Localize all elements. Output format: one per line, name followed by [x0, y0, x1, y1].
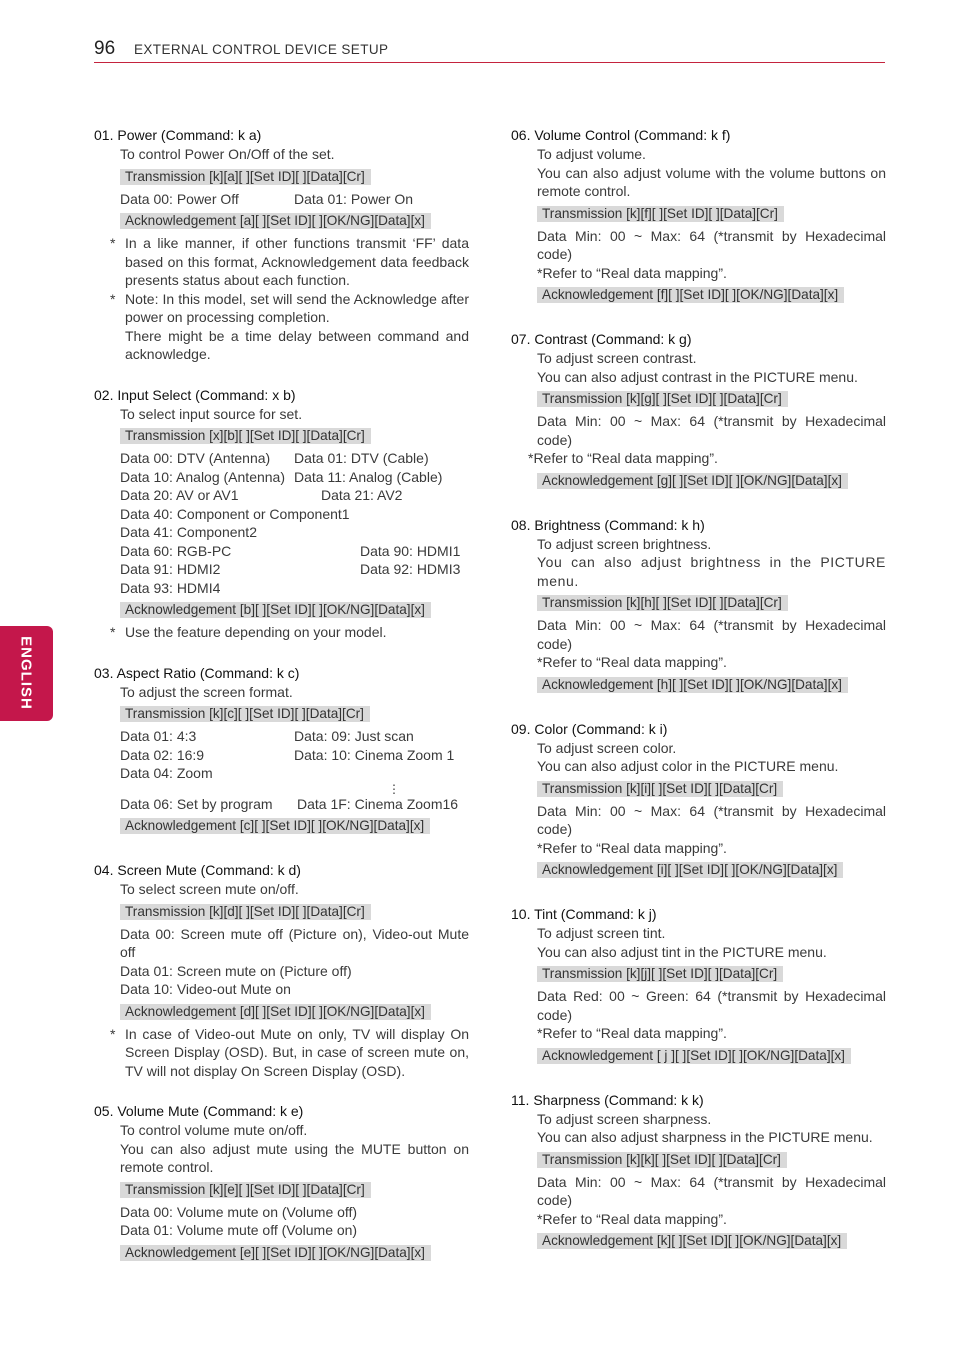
- note-continued: There might be a time delay between command and acknowledge.: [125, 327, 469, 362]
- section-screen-mute: [94, 861, 469, 1080]
- right-column: [511, 126, 886, 1276]
- section-heading: 07. Contrast (Command: k g): [511, 331, 692, 347]
- section-tint: [511, 905, 886, 1069]
- section-desc: To adjust screen tint.: [537, 925, 666, 941]
- transmission-box: Transmission [x][b][ ][Set ID][ ][Data][Cr]: [120, 428, 371, 444]
- section-aspect-ratio: [94, 664, 469, 840]
- section-volume-control: [511, 126, 886, 308]
- acknowledgement-box: Acknowledgement [i][ ][Set ID][ ][OK/NG][Data][x]: [537, 862, 843, 878]
- data-value: Data 92: HDMI3: [360, 561, 461, 577]
- data-value: Data 02: 16:9: [120, 746, 205, 763]
- note: * Use the feature depending on your model.: [110, 624, 387, 640]
- note: * In case of Video-out Mute on only, TV will display On Screen Display (OSD). But, in case of screen mute on, TV will not display On Screen Display (OSD).: [110, 1025, 469, 1079]
- data-value: Data 40: Component or Component1: [120, 505, 350, 522]
- acknowledgement-box: Acknowledgement [b][ ][Set ID][ ][OK/NG][Data][x]: [120, 602, 431, 618]
- data-value: Data 10: Analog (Antenna): [120, 468, 286, 485]
- section-heading: 06. Volume Control (Command: k f): [511, 127, 731, 143]
- left-column: [94, 126, 469, 1288]
- section-volume-mute: [94, 1102, 469, 1266]
- data-value: Data 11: Analog (Cable): [294, 468, 443, 485]
- section-desc: To adjust screen sharpness.: [537, 1110, 712, 1127]
- section-heading: 01. Power (Command: k a): [94, 127, 262, 143]
- page-header: [94, 38, 885, 63]
- side-tab-label: ENGLISH: [17, 636, 35, 710]
- note: * In a like manner, if other functions transmit ‘FF’ data based on this format, Acknowledgement data feedback presents status about each function.: [110, 235, 469, 288]
- transmission-box: Transmission [k][j][ ][Set ID][ ][Data][Cr]: [537, 966, 783, 982]
- data-value: Data 00: Volume mute on (Volume off): [120, 1203, 358, 1220]
- data-value: Data 01: Power On: [294, 190, 414, 207]
- section-desc: To control volume mute on/off.: [120, 1122, 308, 1138]
- data-range: Data Min: 00 ~ Max: 64 (*transmit by Hexadecimal code): [537, 413, 886, 448]
- section-desc: You can also adjust mute using the MUTE button on remote control.: [120, 1140, 469, 1175]
- data-value: Data 01: DTV (Cable): [294, 450, 429, 466]
- section-sharpness: [511, 1091, 886, 1255]
- data-range: Data Min: 00 ~ Max: 64 (*transmit by Hexadecimal code): [537, 227, 886, 262]
- section-desc: You can also adjust sharpness in the PICTURE menu.: [537, 1129, 873, 1145]
- data-range: Data Min: 00 ~ Max: 64 (*transmit by Hexadecimal code): [537, 617, 886, 652]
- acknowledgement-box: Acknowledgement [k][ ][Set ID][ ][OK/NG][Data][x]: [537, 1233, 847, 1249]
- data-range: Data Min: 00 ~ Max: 64 (*transmit by Hexadecimal code): [537, 1173, 886, 1208]
- section-desc: You can also adjust brightness in the PICTURE menu.: [537, 554, 886, 589]
- section-contrast: [511, 330, 886, 494]
- data-value: Data 01: 4:3: [120, 728, 197, 744]
- data-value: Data 90: HDMI1: [360, 542, 461, 559]
- transmission-box: Transmission [k][k][ ][Set ID][ ][Data][Cr]: [537, 1152, 787, 1168]
- section-heading: 04. Screen Mute (Command: k d): [94, 862, 301, 878]
- section-desc: To adjust screen color.: [537, 739, 677, 756]
- data-value: Data 04: Zoom: [120, 765, 213, 781]
- section-heading: 09. Color (Command: k i): [511, 720, 668, 737]
- reference-note: *Refer to “Real data mapping”.: [537, 1025, 727, 1041]
- transmission-box: Transmission [k][e][ ][Set ID][ ][Data][Cr]: [120, 1182, 371, 1198]
- reference-note: *Refer to “Real data mapping”.: [528, 450, 718, 466]
- section-brightness: [511, 516, 886, 698]
- data-value: Data 01: Volume mute off (Volume on): [120, 1222, 358, 1238]
- section-power: [94, 126, 469, 364]
- section-desc: You can also adjust volume with the volume buttons on remote control.: [537, 164, 886, 199]
- section-heading: 02. Input Select (Command: x b): [94, 386, 296, 403]
- acknowledgement-box: Acknowledgement [g][ ][Set ID][ ][OK/NG][Data][x]: [537, 473, 848, 489]
- reference-note: *Refer to “Real data mapping”.: [537, 264, 727, 281]
- transmission-box: Transmission [k][c][ ][Set ID][ ][Data][Cr]: [120, 706, 370, 722]
- section-desc: To adjust screen contrast.: [537, 350, 697, 366]
- data-range: Data Red: 00 ~ Green: 64 (*transmit by Hexadecimal code): [537, 988, 886, 1023]
- data-value: Data 21: AV2: [321, 487, 403, 503]
- data-value: Data 10: Video-out Mute on: [120, 981, 291, 997]
- section-desc: To control Power On/Off of the set.: [120, 146, 335, 162]
- transmission-box: Transmission [k][d][ ][Set ID][ ][Data][Cr]: [120, 904, 371, 920]
- data-value: Data 01: Screen mute on (Picture off): [120, 962, 352, 979]
- data-value: Data 00: Power Off: [120, 190, 239, 207]
- section-input-select: [94, 386, 469, 642]
- section-color: [511, 720, 886, 884]
- transmission-box: Transmission [k][i][ ][Set ID][ ][Data][Cr]: [537, 781, 783, 797]
- data-value: Data 00: DTV (Antenna): [120, 450, 271, 466]
- data-value: Data: 10: Cinema Zoom 1: [294, 746, 455, 763]
- data-value: Data 00: Screen mute off (Picture on), Video-out Mute off: [120, 925, 469, 960]
- transmission-box: Transmission [k][a][ ][Set ID][ ][Data][Cr]: [120, 169, 371, 185]
- section-desc: You can also adjust color in the PICTURE menu.: [537, 758, 839, 774]
- note: * Note: In this model, set will send the Acknowledge after power on processing completion.: [110, 290, 469, 325]
- transmission-box: Transmission [k][f][ ][Set ID][ ][Data][Cr]: [537, 206, 784, 222]
- page-title: EXTERNAL CONTROL DEVICE SETUP: [134, 42, 389, 57]
- data-range: Data Min: 00 ~ Max: 64 (*transmit by Hexadecimal code): [537, 802, 886, 837]
- data-value: Data 41: Component2: [120, 524, 257, 540]
- reference-note: *Refer to “Real data mapping”.: [537, 654, 727, 670]
- section-desc: To select screen mute on/off.: [120, 881, 299, 897]
- section-desc: To adjust the screen format.: [120, 683, 293, 700]
- data-value: Data 60: RGB-PC: [120, 542, 232, 559]
- language-side-tab: [0, 626, 53, 721]
- section-desc: To adjust volume.: [537, 146, 646, 162]
- data-value: Data 06: Set by program: [120, 795, 273, 812]
- acknowledgement-box: Acknowledgement [a][ ][Set ID][ ][OK/NG][Data][x]: [120, 213, 431, 229]
- reference-note: *Refer to “Real data mapping”.: [537, 1210, 727, 1227]
- page-number: 96: [94, 38, 116, 59]
- acknowledgement-box: Acknowledgement [f][ ][Set ID][ ][OK/NG][Data][x]: [537, 287, 844, 303]
- section-heading: 03. Aspect Ratio (Command: k c): [94, 664, 300, 681]
- data-value: Data: 09: Just scan: [294, 728, 414, 744]
- section-desc: You can also adjust contrast in the PICTURE menu.: [537, 368, 858, 385]
- acknowledgement-box: Acknowledgement [e][ ][Set ID][ ][OK/NG][Data][x]: [120, 1245, 431, 1261]
- acknowledgement-box: Acknowledgement [h][ ][Set ID][ ][OK/NG][Data][x]: [537, 677, 848, 693]
- transmission-box: Transmission [k][g][ ][Set ID][ ][Data][Cr]: [537, 391, 788, 407]
- section-desc: You can also adjust tint in the PICTURE menu.: [537, 943, 827, 960]
- reference-note: *Refer to “Real data mapping”.: [537, 839, 727, 856]
- data-value: Data 93: HDMI4: [120, 579, 221, 596]
- section-heading: 10. Tint (Command: k j): [511, 906, 657, 922]
- data-value: Data 91: HDMI2: [120, 561, 221, 577]
- acknowledgement-box: Acknowledgement [c][ ][Set ID][ ][OK/NG][Data][x]: [120, 818, 430, 834]
- section-heading: 05. Volume Mute (Command: k e): [94, 1103, 304, 1119]
- section-heading: 11. Sharpness (Command: k k): [511, 1091, 704, 1108]
- section-desc: To select input source for set.: [120, 405, 303, 422]
- acknowledgement-box: Acknowledgement [ j ][ ][Set ID][ ][OK/NG][Data][x]: [537, 1048, 851, 1064]
- data-value: Data 20: AV or AV1: [120, 487, 239, 503]
- vertical-ellipsis-icon: ⋮: [388, 781, 400, 796]
- section-desc: To adjust screen brightness.: [537, 535, 712, 552]
- section-heading: 08. Brightness (Command: k h): [511, 516, 705, 533]
- acknowledgement-box: Acknowledgement [d][ ][Set ID][ ][OK/NG][Data][x]: [120, 1004, 431, 1020]
- data-value: Data 1F: Cinema Zoom16: [297, 795, 459, 812]
- transmission-box: Transmission [k][h][ ][Set ID][ ][Data][Cr]: [537, 595, 788, 611]
